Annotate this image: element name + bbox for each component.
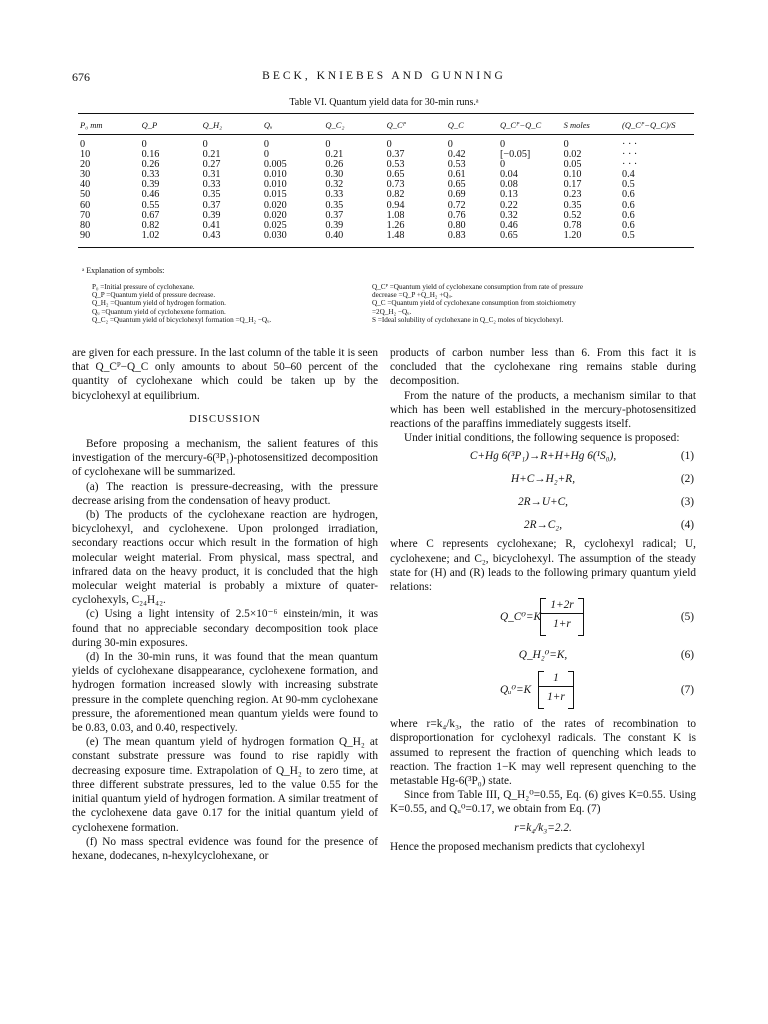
table-cell: 0.73 <box>386 179 405 191</box>
column-header: P₀ mm <box>78 114 140 135</box>
table-cell: 0.65 <box>498 231 562 248</box>
table-cell: 0.27 <box>202 159 221 171</box>
table-row <box>78 201 694 211</box>
table-cell: 0.37 <box>202 199 221 211</box>
table-cell: 0.46 <box>499 219 518 231</box>
table-cell: 0.46 <box>141 189 160 201</box>
table-cell: 0.6 <box>622 209 635 221</box>
table-cell: 0.5 <box>620 231 694 248</box>
table-cell: 0.030 <box>262 231 324 248</box>
table-cell: 70 <box>80 209 91 221</box>
quantum-yield-table <box>78 113 694 248</box>
table-cell: 0.6 <box>622 199 635 211</box>
table-cell: 0.16 <box>141 149 160 161</box>
paragraph: products of carbon number less than 6. From this fact it is concluded that the cyclohexane ring remains stable during decomposition. <box>390 347 696 388</box>
table-cell: 0.025 <box>263 219 287 231</box>
table-row <box>78 211 694 221</box>
footnotes-left <box>92 283 362 324</box>
table-cell: 0.55 <box>141 199 160 211</box>
table-cell: 0.39 <box>141 179 160 191</box>
table-cell: 0 <box>202 139 208 150</box>
equation-2: H+C→H₂+R, (2) <box>510 473 694 486</box>
table-cell: 0.23 <box>563 189 582 201</box>
table-cell: 0.020 <box>263 209 287 221</box>
table-cell: 0.43 <box>201 231 262 248</box>
bracketed-fraction: 1+2r 1+r <box>540 598 584 636</box>
table-cell: 0 <box>80 139 86 150</box>
table-cell: 0 <box>141 139 147 150</box>
table-cell: 0.32 <box>325 179 344 191</box>
table-cell: 0.30 <box>325 169 344 181</box>
left-text-column <box>72 346 378 863</box>
paragraph: (d) In the 30-min runs, it was found that the mean quantum yields of cyclohexane disappearance, cyclohexene formation, and hydrogen formation increased slowly with increasing substrate pressure in the complete quenching region. At 90-mm cyclohexane pressure, the aforementioned mean quantum yields were found to be 0.83, 0.03, and 0.40, respectively. <box>72 651 378 735</box>
paragraph: Under initial conditions, the following sequence is proposed: <box>404 432 680 445</box>
table-cell: 0.76 <box>447 209 466 221</box>
table-cell: 0 <box>263 149 269 161</box>
table-row <box>78 170 694 180</box>
table-cell: 0.21 <box>202 149 221 161</box>
table-cell: 0.41 <box>202 219 221 231</box>
page-number: 676 <box>72 70 90 84</box>
table-cell: 0.35 <box>202 189 221 201</box>
table-cell: 0.83 <box>446 231 498 248</box>
table-cell: 20 <box>80 159 91 171</box>
table-cell: 0 <box>499 139 506 150</box>
table-cell: 0.31 <box>202 169 221 181</box>
table-cell: 0.42 <box>447 149 466 161</box>
table-cell: 0.005 <box>263 159 287 171</box>
table-cell: 0.13 <box>499 189 518 201</box>
table-cell: 0.39 <box>202 209 221 221</box>
table-cell: 0.37 <box>386 149 405 161</box>
table-cell: 0.32 <box>499 209 518 221</box>
table-cell: 0.020 <box>263 199 287 211</box>
equation-3: 2R→U+C, (3) <box>518 496 694 509</box>
paragraph: (f) No mass spectral evidence was found for the presence of hexane, dodecanes, n-hexylcyclohexane, or <box>72 835 378 862</box>
table-cell: 0 <box>386 139 392 150</box>
table-cell: 0.94 <box>386 199 405 211</box>
paragraph: where r=k₄/k₃, the ratio of the rates of recombination to disproportionation for cyclohexyl radicals. The constant K is assumed to represent the fraction of quenching which leads to reaction. The fraction 1−K may well represent quenching to the metastable Hg-6(³P₀) state. <box>390 718 696 788</box>
table-row <box>78 190 694 200</box>
table-row <box>78 180 694 190</box>
table-cell: 0.015 <box>263 189 287 201</box>
table-cell: 0.6 <box>622 189 635 201</box>
table-cell: 0 <box>263 139 269 150</box>
table-cell: 50 <box>80 189 91 201</box>
table-cell: 0.67 <box>141 209 160 221</box>
table-header-row <box>78 114 694 135</box>
table-cell: 0.65 <box>386 169 405 181</box>
footnote-line: P₀ =Initial pressure of cyclohexane. <box>92 283 195 291</box>
table-cell: 30 <box>80 169 91 181</box>
table-cell: 10 <box>80 149 91 161</box>
table-cell: 90 <box>78 231 140 248</box>
equation-6: Q_H₂⁰=K, (6) <box>518 649 694 662</box>
paragraph: where C represents cyclohexane; R, cyclohexyl radical; U, cyclohexene; and C₂, bicyclohexyl. The assumption of the steady state for (H) and (R) leads to the following primary quantum yield relations: <box>390 538 696 594</box>
table-cell: 80 <box>80 219 91 231</box>
table-cell: 40 <box>80 179 91 191</box>
table-row <box>78 150 694 160</box>
table-cell: 0.22 <box>499 199 518 211</box>
section-heading: DISCUSSION <box>189 413 261 425</box>
table-cell: 0.35 <box>325 199 344 211</box>
table-cell: 0.37 <box>325 209 344 221</box>
table-cell: 0.82 <box>141 219 160 231</box>
table-cell: 0.05 <box>563 159 582 171</box>
footnote-line: Q_Cᴾ =Quantum yield of cyclohexane consumption from rate of pressure <box>372 283 584 291</box>
table-cell: 0.52 <box>563 209 582 221</box>
table-cell: · · · <box>622 139 638 150</box>
equation-4: 2R→C₂, (4) <box>523 519 694 532</box>
paragraph: (a) The reaction is pressure-decreasing, with the pressure decrease arising from the condensation of heavy product. <box>72 480 378 507</box>
paragraph: are given for each pressure. In the last column of the table it is seen that Q_Cᴾ−Q_C only amounts to about 50–60 percent of the quantity of cyclohexane which could be taken up by the bicyclohexyl at equilibrium. <box>72 347 378 402</box>
table-cell: 0.33 <box>202 179 221 191</box>
equation-5: Q_C⁰=K 1+2r 1+r (5) <box>390 594 696 644</box>
table-cell: 1.26 <box>386 219 405 231</box>
paragraph: From the nature of the products, a mechanism similar to that which has been well established in the mercury-photosensitized reactions of the paraffins immediately suggests itself. <box>390 389 696 431</box>
table-row <box>78 160 694 170</box>
footnote-line: Q_H₂ =Quantum yield of hydrogen formation. <box>92 299 226 308</box>
table-cell: 0.6 <box>622 219 635 231</box>
table-row <box>78 231 694 248</box>
table-cell: 0.40 <box>323 231 384 248</box>
table-cell: 0 <box>563 139 569 150</box>
table-cell: 0 <box>325 139 331 150</box>
column-header: Qᵤ <box>262 114 324 135</box>
footnote-line: Q_C₂ =Quantum yield of bicyclohexyl formation =Q_H₂ −Qᵤ. <box>92 315 272 324</box>
paragraph: (c) Using a light intensity of 2.5×10⁻⁶ einstein/min, it was found that no appreciable secondary decomposition took place during 30-min exposures. <box>72 608 378 649</box>
table-cell: 0.26 <box>325 159 344 171</box>
table-cell: 0.10 <box>563 169 582 181</box>
table-cell: 0.72 <box>447 199 466 211</box>
footnote-line: S =Ideal solubility of cyclohexane in Q_C₂ moles of bicyclohexyl. <box>372 315 564 324</box>
table-cell: 0.33 <box>141 169 160 181</box>
table-cell: 1.08 <box>386 209 405 221</box>
table-row <box>78 135 694 151</box>
table-cell: 0.010 <box>263 179 287 191</box>
table-cell: 1.02 <box>140 231 201 248</box>
table-cell: 0.010 <box>263 169 287 181</box>
equation-1: C+Hg 6(³P₁)→R+H+Hg 6(¹S₀), (1) <box>469 450 694 463</box>
column-header: Q_C₂ <box>323 114 384 135</box>
table-cell: · · · <box>622 159 638 171</box>
table-cell: 0.4 <box>622 169 635 181</box>
table-cell: · · · <box>622 149 638 161</box>
running-title: BECK, KNIEBES AND GUNNING <box>262 70 506 82</box>
paragraph: (b) The products of the cyclohexane reaction are hydrogen, bicyclohexyl, and cyclohexene. Upon prolonged irradiation, secondary reactions occur which result in the formation of high molecular weight material. From physical, mass spectral, and infrared data on the heavy product, it is concluded that the high molecular weight material is probably a mixture of quater-cyclohexyls, C₂₄H₄₂. <box>72 509 378 607</box>
table-cell: 0.53 <box>386 159 405 171</box>
paragraph: Hence the proposed mechanism predicts that cyclohexyl <box>390 840 645 853</box>
table-cell: 0 <box>447 139 453 150</box>
footnote-line: Q_P =Quantum yield of pressure decrease. <box>92 291 216 300</box>
table-cell: 0.04 <box>499 169 518 181</box>
footnote-line: Q_C =Quantum yield of cyclohexane consumption from stoichiometry <box>372 299 576 308</box>
table-cell: 0.5 <box>622 179 635 191</box>
equation-7: Qᵤ⁰=K 1 1+r (7) <box>390 667 696 717</box>
table-cell: 0.82 <box>386 189 405 201</box>
table-cell: 0.08 <box>499 179 518 191</box>
table-cell: 0.78 <box>563 219 582 231</box>
table-cell: 0.39 <box>325 219 344 231</box>
table-cell: 1.20 <box>562 231 620 248</box>
column-header: Q_C <box>446 114 498 135</box>
table-caption: Table VI. Quantum yield data for 30-min runs.ᵃ <box>289 97 479 108</box>
footnote-heading: ᵃ Explanation of symbols: <box>82 266 165 275</box>
right-text-column <box>390 346 696 854</box>
footnote-line: decrease =Q_P +Q_H₂ +Qᵤ. <box>372 291 453 300</box>
table-cell: 0 <box>499 159 506 171</box>
table-cell: 0.02 <box>563 149 582 161</box>
column-header: Q_Cᴾ−Q_C <box>498 114 562 135</box>
column-header: (Q_Cᴾ−Q_C)/S <box>620 114 694 135</box>
table-row <box>78 221 694 231</box>
table-cell: 0.26 <box>141 159 160 171</box>
table-cell: 0.53 <box>447 159 466 171</box>
table-cell: 0.35 <box>563 199 582 211</box>
paragraph: Since from Table III, Q_H₂⁰=0.55, Eq. (6) gives K=0.55. Using K=0.55, and Qᵤ⁰=0.17, we obtain from Eq. (7) <box>390 789 696 816</box>
table-cell: 0.65 <box>447 179 466 191</box>
table-cell: 0.61 <box>447 169 466 181</box>
column-header: Q_P <box>140 114 201 135</box>
equation-8: r=k₄/k₃=2.2. <box>514 821 572 834</box>
table-cell: 0.17 <box>563 179 582 191</box>
column-header: Q_Cᴾ <box>385 114 446 135</box>
table-cell: 0.80 <box>447 219 466 231</box>
column-header: Q_H₂ <box>201 114 262 135</box>
paragraph: (e) The mean quantum yield of hydrogen formation Q_H₂ at constant substrate pressure was found to rise rapidly with decreasing exposure time. Extrapolation of Q_H₂ to zero time, at three different substrate pressures, led to the value 0.55 for the initial quantum yield of hydrogen formation. A similar treatment of the cyclohexene data gave 0.17 for the initial quantum yield of cyclohexene formation. <box>72 736 378 834</box>
paragraph: Before proposing a mechanism, the salient features of this investigation of the mercury-6(³P₁)-photosensitized decomposition of cyclohexane will be summarized. <box>72 438 378 479</box>
bracketed-fraction: 1 1+r <box>538 671 574 709</box>
column-header: S moles <box>562 114 620 135</box>
table-body <box>78 135 694 248</box>
footnote-line: Qᵤ =Quantum yield of cyclohexene formation. <box>92 307 226 316</box>
table-cell: 0.33 <box>325 189 344 201</box>
table-cell: 0.69 <box>447 189 466 201</box>
footnotes-right <box>372 283 702 324</box>
table-cell: 1.48 <box>385 231 446 248</box>
table-cell: [−0.05] <box>499 149 531 161</box>
table-cell: 0.21 <box>325 149 344 161</box>
footnote-line: =2Q_H₂ −Qᵤ. <box>372 307 412 316</box>
table-cell: 60 <box>80 199 91 211</box>
